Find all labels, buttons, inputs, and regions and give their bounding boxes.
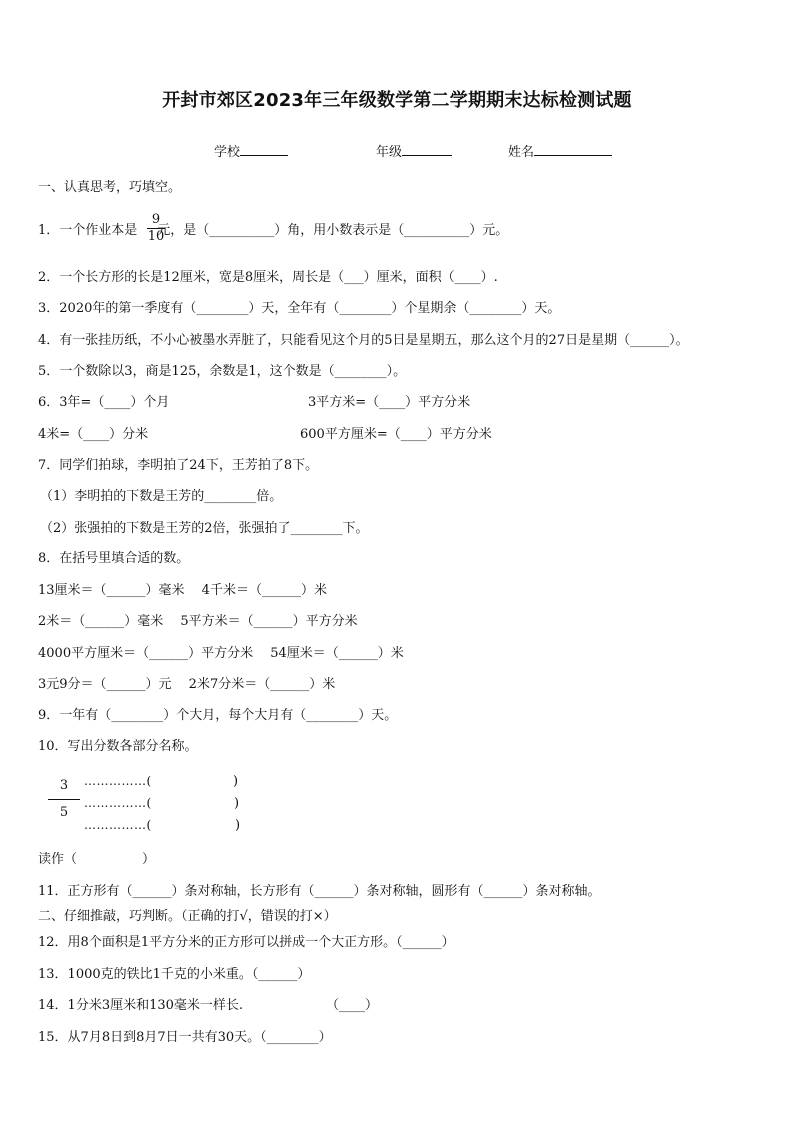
page-title: 开封市郊区2023年三年级数学第二学期期末达标检测试题 <box>162 90 632 111</box>
q10-leader-bar: ……………( <box>84 796 152 810</box>
question-1-before: 1．一个作业本是 <box>38 223 138 238</box>
question-1 <box>38 223 508 239</box>
q10-numerator: 3 <box>59 778 69 793</box>
question-10-read: 读作（ ） <box>38 852 156 867</box>
q10-close-paren-2: ) <box>234 796 240 811</box>
question-8-row-2: 2米＝（______）毫米 5平方米＝（______）平方分米 <box>38 614 358 629</box>
school-blank <box>240 143 288 156</box>
school-field <box>214 141 288 160</box>
question-13: 13．1000克的铁比1千克的小米重。（______） <box>38 967 311 982</box>
name-field <box>508 141 612 160</box>
q10-close-paren-1: ) <box>233 774 239 789</box>
school-label: 学校 <box>214 145 241 160</box>
question-7-part-1: （1）李明拍的下数是王芳的________倍。 <box>40 489 283 504</box>
question-8-row-3: 4000平方厘米＝（______）平方分米 54厘米＝（______）米 <box>38 646 404 661</box>
question-11: 11．正方形有（______）条对称轴，长方形有（______）条对称轴，圆形有（______）条对称轴。 <box>38 884 601 899</box>
fraction-denominator: 10 <box>147 229 165 244</box>
question-1-fraction <box>146 212 166 245</box>
q10-denominator: 5 <box>59 805 69 820</box>
q10-fraction-bar <box>48 799 80 800</box>
question-6a: 6．3年=（____）个月 <box>38 395 170 410</box>
question-10-fraction <box>54 778 80 821</box>
grade-blank <box>402 143 452 156</box>
q10-leader-numerator: ……………( <box>84 774 152 788</box>
grade-field <box>376 141 452 160</box>
q10-close-paren-3: ) <box>235 818 241 833</box>
question-7-part-2: （2）张强拍的下数是王芳的2倍，张强拍了________下。 <box>40 521 369 536</box>
question-1-after: 元，是（__________）角，用小数表示是（__________）元。 <box>157 223 509 238</box>
question-8-row-1: 13厘米＝（______）毫米 4千米＝（______）米 <box>38 583 327 598</box>
question-8-row-4: 3元9分＝（______）元 2米7分米＝（______）米 <box>38 677 336 692</box>
grade-label: 年级 <box>376 145 403 160</box>
question-15: 15．从7月8日到8月7日一共有30天。（________） <box>38 1030 332 1045</box>
fraction-numerator: 9 <box>151 212 161 227</box>
name-label: 姓名 <box>508 145 535 160</box>
question-10-stem: 10．写出分数各部分名称。 <box>38 739 198 754</box>
question-6b: 3平方米=（____）平方分米 <box>308 395 471 410</box>
question-6d: 600平方厘米=（____）平方分米 <box>300 427 492 442</box>
question-14: 14．1分米3厘米和130毫米一样长. <box>38 998 244 1013</box>
question-12: 12．用8个面积是1平方分米的正方形可以拼成一个大正方形。（______） <box>38 935 455 950</box>
question-14-blank: （____） <box>326 998 379 1013</box>
question-4: 4．有一张挂历纸，不小心被墨水弄脏了，只能看见这个月的5日是星期五，那么这个月的27日是星期（______）。 <box>38 333 689 348</box>
section-1-heading: 一、认真思考，巧填空。 <box>38 180 182 195</box>
question-9: 9．一年有（________）个大月，每个大月有（________）天。 <box>38 708 398 723</box>
question-2: 2．一个长方形的长是12厘米，宽是8厘米，周长是（___）厘米，面积（____）. <box>38 270 498 285</box>
question-3: 3．2020年的第一季度有（________）天，全年有（________）个星期余（________）天。 <box>38 301 561 316</box>
question-5: 5．一个数除以3，商是125，余数是1，这个数是（________）。 <box>38 364 407 379</box>
section-2-heading: 二、仔细推敲，巧判断。（正确的打√，错误的打×） <box>38 909 337 924</box>
question-6c: 4米=（____）分米 <box>38 427 149 442</box>
question-8-stem: 8．在括号里填合适的数。 <box>38 551 190 566</box>
name-blank <box>534 143 612 156</box>
q10-leader-denominator: ……………( <box>84 818 152 832</box>
question-7-stem: 7．同学们拍球，李明拍了24下，王芳拍了8下。 <box>38 458 319 473</box>
